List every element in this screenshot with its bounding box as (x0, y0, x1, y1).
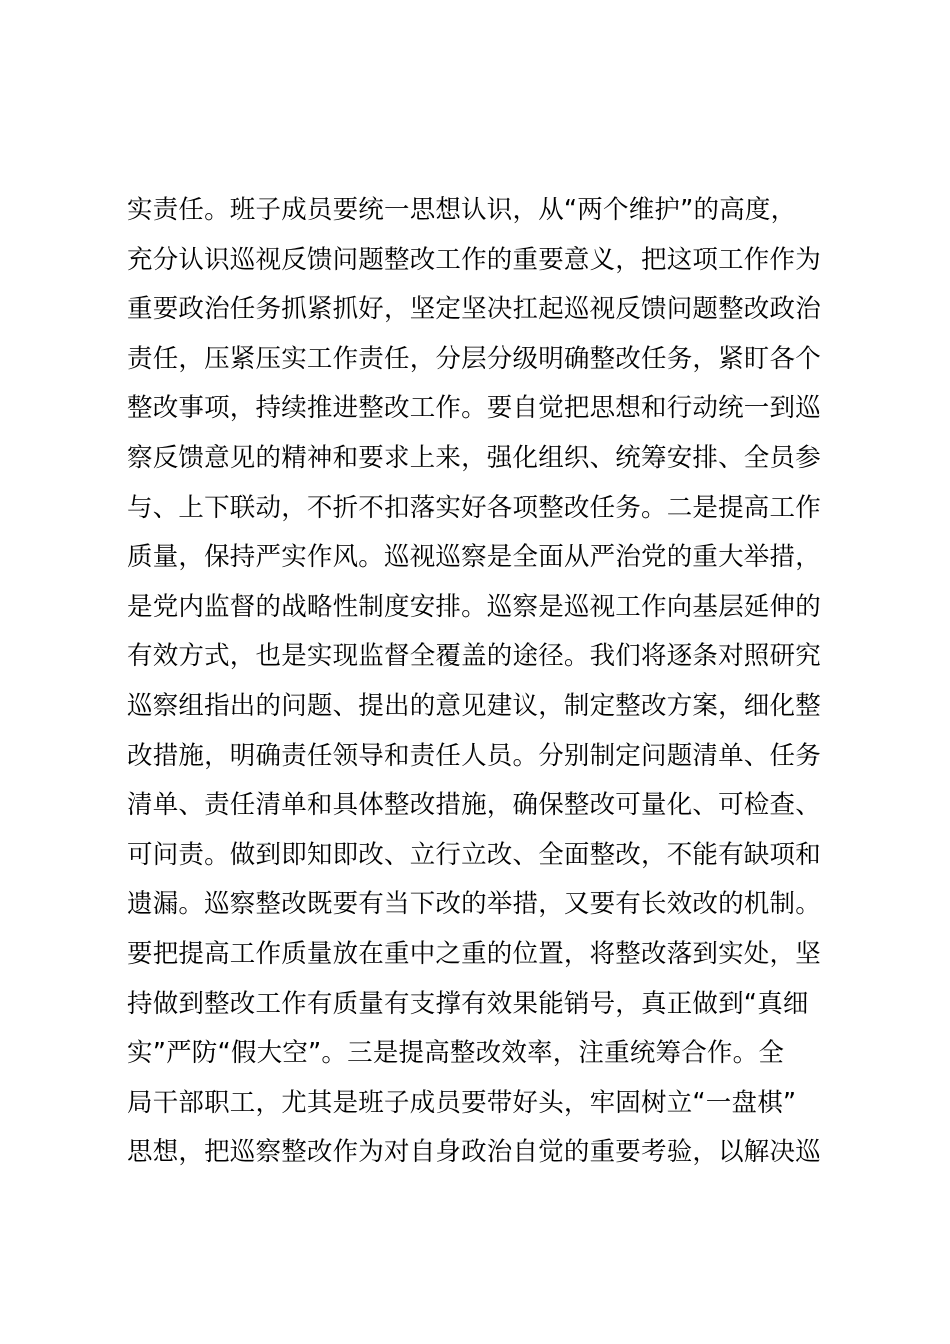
text-line: 责任，压紧压实工作责任，分层分级明确整改任务，紧盯各个 (127, 343, 821, 374)
body-text (127, 186, 837, 1178)
text-line: 是党内监督的战略性制度安排。巡察是巡视工作向基层延伸的 (127, 591, 821, 622)
text-line: 局干部职工，尤其是班子成员要带好头，牢固树立“一盘棋” (127, 1087, 797, 1118)
text-line: 察反馈意见的精神和要求上来，强化组织、统筹安排、全员参 (127, 442, 821, 473)
text-line: 清单、责任清单和具体整改措施，确保整改可量化、可检查、 (127, 790, 821, 821)
text-line: 遗漏。巡察整改既要有当下改的举措，又要有长效改的机制。 (127, 889, 821, 920)
text-line: 整改事项，持续推进整改工作。要自觉把思想和行动统一到巡 (127, 393, 821, 424)
text-line: 思想，把巡察整改作为对自身政治自觉的重要考验，以解决巡 (127, 1137, 821, 1168)
text-line: 改措施，明确责任领导和责任人员。分别制定问题清单、任务 (127, 740, 821, 771)
text-line: 与、上下联动，不折不扣落实好各项整改任务。二是提高工作 (127, 492, 821, 523)
text-line: 巡察组指出的问题、提出的意见建议，制定整改方案，细化整 (127, 690, 821, 721)
text-line: 有效方式，也是实现监督全覆盖的途径。我们将逐条对照研究 (127, 641, 821, 672)
text-line: 要把提高工作质量放在重中之重的位置，将整改落到实处，坚 (127, 938, 821, 969)
text-line: 重要政治任务抓紧抓好，坚定坚决扛起巡视反馈问题整改政治 (127, 294, 821, 325)
text-line: 质量，保持严实作风。巡视巡察是全面从严治党的重大举措， (127, 542, 821, 573)
text-line: 实责任。班子成员要统一思想认识，从“两个维护”的高度， (127, 195, 797, 225)
text-line: 可问责。做到即知即改、立行立改、全面整改，不能有缺项和 (127, 839, 821, 870)
text-line: 持做到整改工作有质量有支撑有效果能销号，真正做到“真细 (127, 988, 809, 1019)
text-line: 充分认识巡视反馈问题整改工作的重要意义，把这项工作作为 (127, 244, 821, 275)
text-line: 实”严防“假大空”。三是提高整改效率，注重统筹合作。全 (127, 1038, 785, 1069)
